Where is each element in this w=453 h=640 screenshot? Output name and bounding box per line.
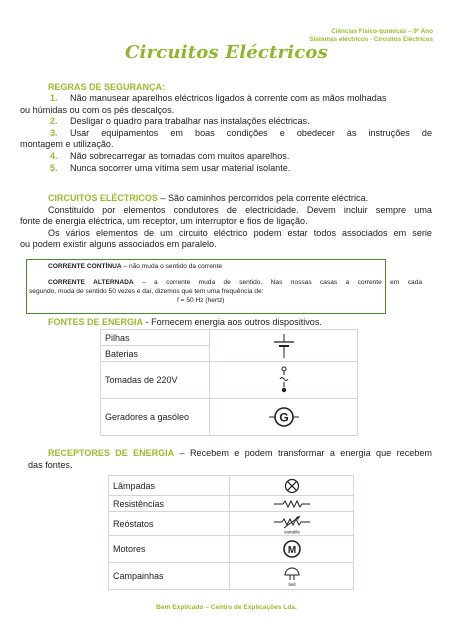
rule-text: Usar equipamentos em boas condições e obedecer às instruções de: [70, 127, 432, 138]
rheostat-caption: variable: [283, 529, 300, 534]
rule-text: Nunca socorrer uma vítima sem usar material isolante.: [70, 162, 291, 173]
generator-symbol-icon: [210, 399, 358, 436]
ac-text: – a corrente muda de sentido. Nas nossas casas a corrente em cada: [133, 279, 422, 286]
source-label: Baterias: [101, 346, 210, 362]
motor-letter: M: [287, 545, 296, 556]
dc-line: [48, 262, 222, 271]
ac-label: CORRENTE ALTERNADA: [48, 279, 134, 286]
table-row: [109, 536, 354, 563]
table-row: [109, 496, 354, 512]
circuits-section: [20, 193, 432, 251]
circuits-para2-line1: Os vários elementos de um circuito eléctrico podem estar todos associados em serie: [48, 227, 432, 238]
safety-rule-1: [20, 93, 432, 105]
generator-letter: G: [278, 410, 289, 425]
safety-rule-2: [20, 116, 432, 128]
receivers-heading: RECEPTORES DE ENERGIA: [48, 448, 175, 458]
receivers-intro-line2: das fontes.: [28, 459, 73, 470]
rule-text: Desligar o quadro para trabalhar nas instalações eléctricas.: [70, 116, 310, 127]
rule-number: 1.: [50, 93, 58, 103]
frequency: f = 50 Hz (hertz): [177, 297, 225, 304]
circuits-heading: CIRCUITOS ELÉCTRICOS: [48, 193, 158, 203]
dc-text: – não muda o sentido da corrente: [121, 263, 223, 270]
receiver-label: Reóstatos: [109, 512, 230, 536]
page-title: Circuitos Eléctricos: [125, 42, 328, 63]
sources-intro: [48, 317, 322, 329]
safety-heading: REGRAS DE SEGURANÇA:: [48, 82, 166, 92]
current-types-box: [26, 259, 422, 314]
sources-heading: FONTES DE ENERGIA: [48, 317, 144, 327]
source-label: Pilhas: [101, 330, 210, 346]
table-row: [101, 399, 358, 436]
source-label: Geradores a gasóleo: [101, 399, 210, 436]
receivers-intro-line1: [20, 448, 432, 460]
circuits-intro-text: – São caminhos percorridos pela corrente eléctrica.: [157, 193, 369, 203]
header-course: Ciências Físico-químicas – 9º Ano: [331, 28, 433, 35]
rule-continuation: montagem e utilização.: [20, 139, 114, 150]
rule-number: 3.: [50, 127, 58, 138]
receiver-label: Motores: [109, 536, 230, 563]
circuits-para1-line2: fonte de energia eléctrica, um receptor, um interruptor e fios de ligação.: [20, 216, 308, 227]
receiver-label: Lâmpadas: [109, 476, 230, 496]
resistor-symbol-icon: [230, 496, 354, 512]
rule-text: Não manusear aparelhos eléctricos ligados à corrente com as mãos molhadas: [70, 93, 387, 103]
safety-rule-4: [20, 151, 432, 163]
circuits-para1-line1: Constituído por elementos condutores de electricidade. Devem incluir sempre uma: [48, 204, 432, 215]
receivers-intro-text: – Recebem e podem transformar a energia que recebem: [174, 448, 432, 458]
dc-label: CORRENTE CONTÍNUA: [48, 263, 122, 270]
source-label: Tomadas de 220V: [101, 362, 210, 399]
sources-table: [100, 329, 358, 436]
rule-number: 4.: [50, 150, 58, 161]
lamp-symbol-icon: [230, 476, 354, 496]
motor-symbol-icon: [230, 536, 354, 563]
ac-outlet-symbol-icon: [210, 362, 358, 399]
ac-line2: segundo, muda de sentido 50 vezes e daí, dizemos que tem uma frequência de:: [29, 288, 264, 295]
table-row: [101, 330, 358, 346]
table-row: [109, 476, 354, 496]
receivers-intro: [20, 448, 432, 471]
rule-number: 2.: [50, 116, 58, 127]
table-row: [109, 563, 354, 590]
circuits-para2-line2: ou podem existir alguns associados em paralelo.: [20, 239, 217, 250]
bell-symbol-icon: [230, 563, 354, 590]
bell-caption: bell: [287, 582, 296, 587]
rheostat-symbol-icon: [230, 512, 354, 536]
page-footer: Bem Explicado – Centro de Explicações Lda.: [156, 604, 297, 611]
table-row: [101, 362, 358, 399]
battery-symbol-icon: [210, 330, 358, 362]
receivers-table: [108, 475, 354, 590]
header-topic: Sistemas eléctricos - Circuitos Eléctricos: [309, 36, 433, 43]
safety-rules: [20, 93, 432, 174]
receiver-label: Resistências: [109, 496, 230, 512]
receiver-label: Campainhas: [109, 563, 230, 590]
safety-rule-5: [20, 163, 432, 175]
sources-intro-text: - Fornecem energia aos outros dispositivos.: [143, 317, 322, 327]
safety-rule-3: [20, 128, 432, 140]
rule-text: Não sobrecarregar as tomadas com muitos aparelhos.: [70, 150, 290, 161]
rule-continuation: ou húmidas ou com os pés descalços.: [20, 104, 175, 115]
rule-number: 5.: [50, 162, 58, 173]
table-row: [109, 512, 354, 536]
circuits-intro: [20, 193, 432, 205]
ac-line: [48, 278, 422, 287]
